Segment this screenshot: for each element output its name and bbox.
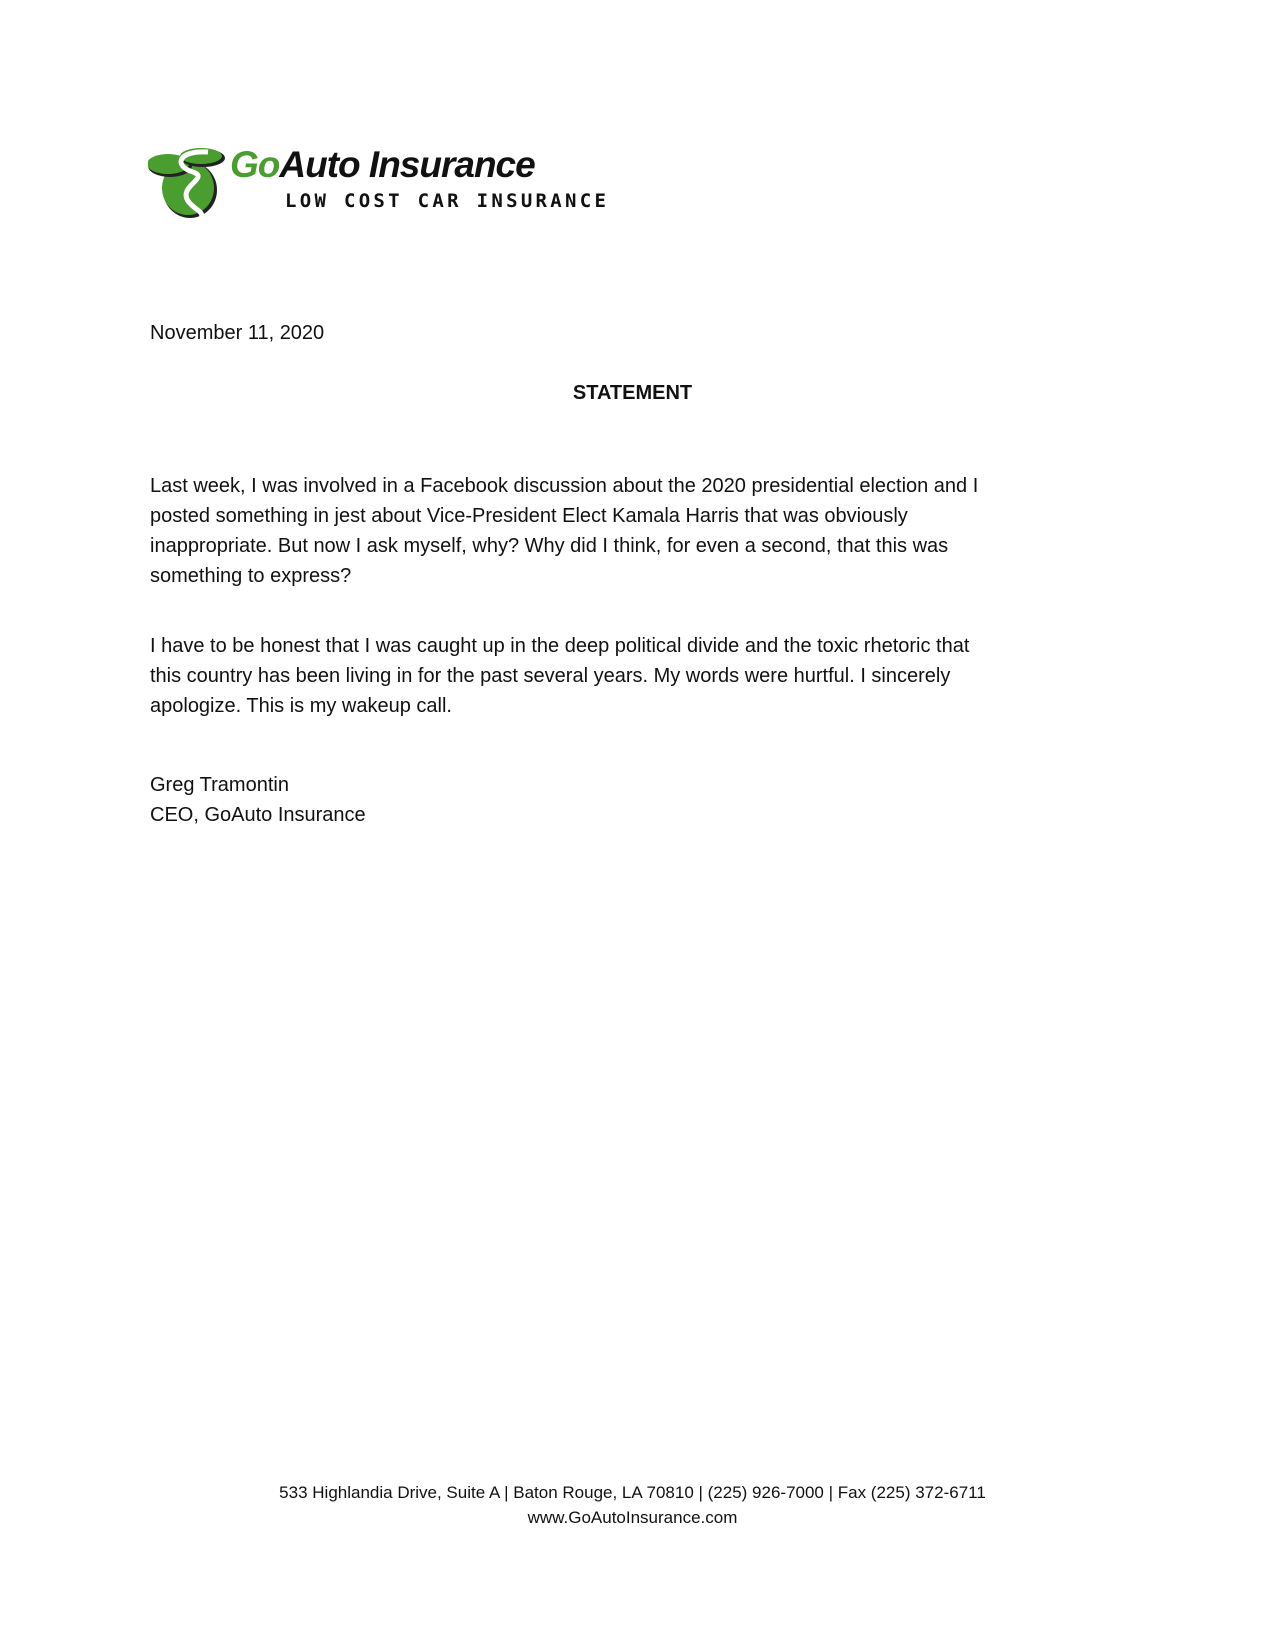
signature-block xyxy=(150,770,366,830)
statement-title: STATEMENT xyxy=(572,382,693,404)
paragraph-2 xyxy=(150,631,969,721)
text-line: this country has been living in for the past several years. My words were hurtful. I sincerely xyxy=(150,665,951,687)
signer-title: CEO, GoAuto Insurance xyxy=(150,804,366,826)
text-line: apologize. This is my wakeup call. xyxy=(150,695,452,717)
text-line: I have to be honest that I was caught up in the deep political divide and the toxic rhetoric that xyxy=(150,635,970,657)
brand-name: Auto Insurance xyxy=(279,144,535,185)
footer xyxy=(0,1480,1265,1530)
text-line: posted something in jest about Vice-President Elect Kamala Harris that was obviously xyxy=(150,505,908,527)
text-line: something to express? xyxy=(150,565,352,587)
paragraph-1 xyxy=(150,471,978,591)
brand-go: Go xyxy=(230,144,280,185)
footer-address: 533 Highlandia Drive, Suite A | Baton Rouge, LA 70810 | (225) 926-7000 | Fax (225) 372-6711 xyxy=(279,1483,986,1502)
tagline: LOW COST CAR INSURANCE xyxy=(285,190,610,212)
text-line: inappropriate. But now I ask myself, why? Why did I think, for even a second, that this was xyxy=(150,535,949,557)
signer-name: Greg Tramontin xyxy=(150,774,289,796)
footer-website: www.GoAutoInsurance.com xyxy=(527,1508,738,1527)
letter-date: November 11, 2020 xyxy=(150,322,325,344)
company-logo xyxy=(148,144,610,226)
text-line: Last week, I was involved in a Facebook discussion about the 2020 presidential election and I xyxy=(150,475,979,497)
